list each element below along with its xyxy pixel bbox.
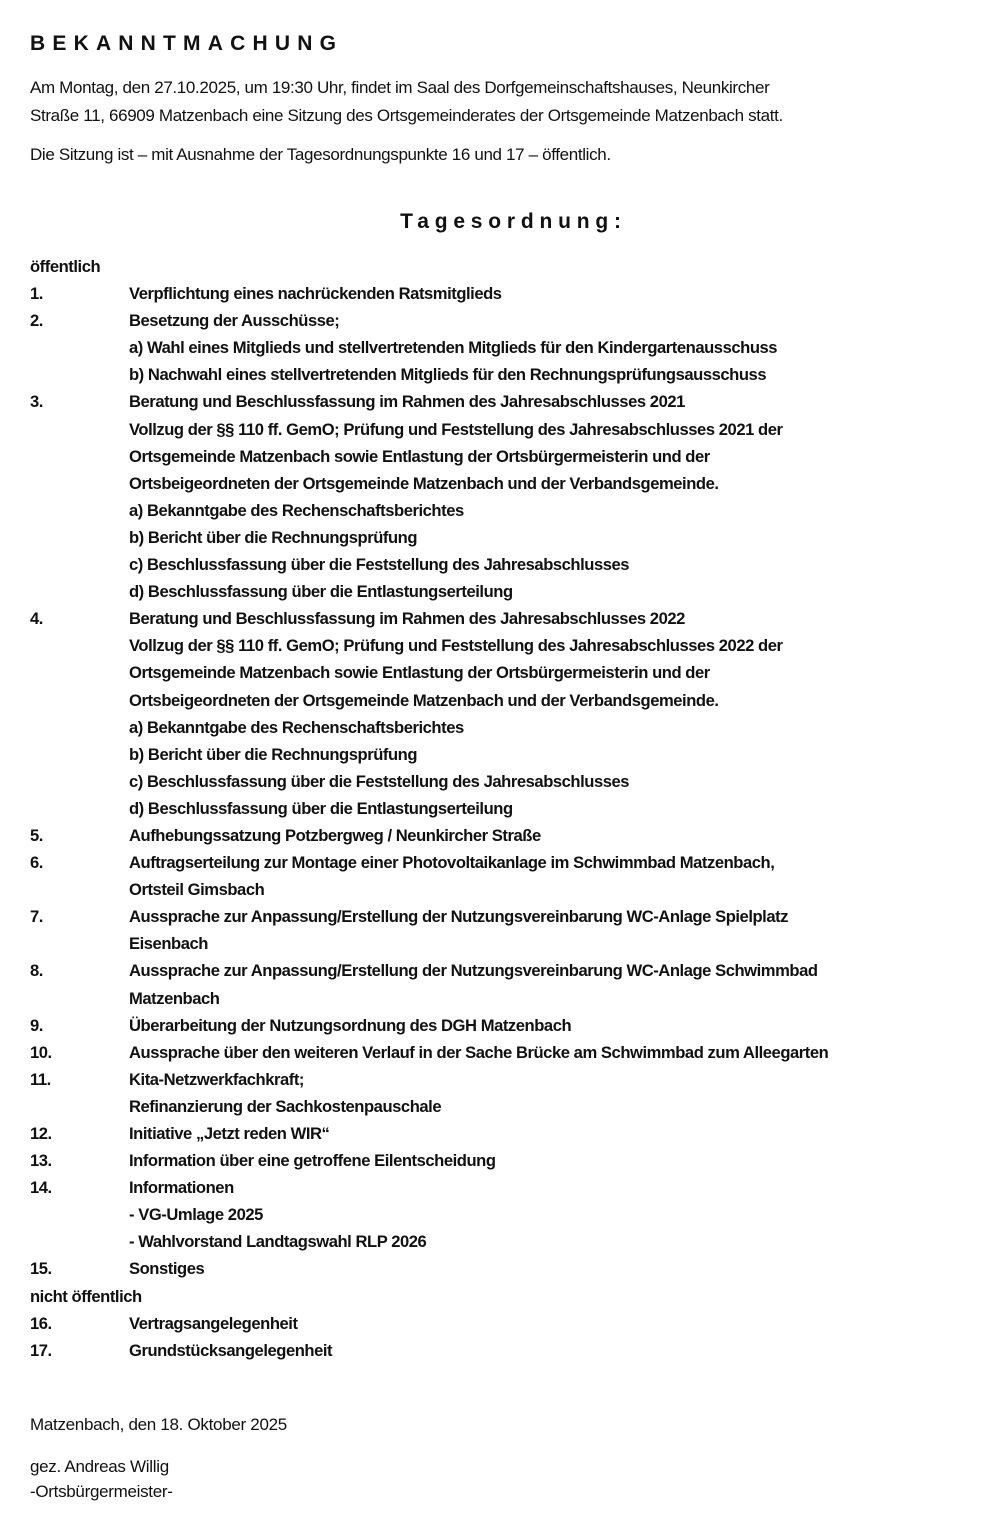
agenda-item-text: Information über eine getroffene Eilentscheidung <box>129 1151 496 1171</box>
agenda-item-text: Aussprache über den weiteren Verlauf in der Sache Brücke am Schwimmbad zum Alleegarten <box>129 1042 829 1062</box>
agenda-item <box>30 903 1005 957</box>
agenda-item-subline: b) Bericht über die Rechnungsprüfung <box>129 527 418 547</box>
agenda-item-text: Überarbeitung der Nutzungsordnung des DGH Matzenbach <box>129 1015 572 1035</box>
agenda-item-text: Initiative „Jetzt reden WIR“ <box>129 1124 330 1143</box>
place-date: Matzenbach, den 18. Oktober 2025 <box>30 1415 287 1434</box>
agenda-item-number: 7. <box>30 907 43 927</box>
signed-by: gez. Andreas Willig <box>30 1457 169 1476</box>
agenda-item-row <box>30 1120 1005 1147</box>
agenda-item-number: 4. <box>30 609 43 629</box>
agenda-item-text: Auftragserteilung zur Montage einer Photovoltaikanlage im Schwimmbad Matzenbach, <box>129 853 775 873</box>
agenda-item-subline: a) Bekanntgabe des Rechenschaftsberichtes <box>129 500 464 520</box>
agenda-item <box>30 849 1005 903</box>
agenda-item-text: Verpflichtung eines nachrückenden Ratsmitglieds <box>129 284 502 304</box>
agenda-item-row <box>30 1337 1005 1364</box>
agenda-item-row <box>30 1255 1005 1282</box>
agenda-item-number: 8. <box>30 961 43 981</box>
agenda-item-subline: a) Wahl eines Mitglieds und stellvertretenden Mitglieds für den Kindergartenausschuss <box>129 338 778 358</box>
agenda-item-number: 11. <box>30 1069 51 1089</box>
agenda-item-number: 2. <box>30 311 43 331</box>
agenda-item-row <box>30 849 1005 876</box>
agenda-item-subline: c) Beschlussfassung über die Feststellung des Jahresabschlusses <box>129 555 630 575</box>
intro-line: Am Montag, den 27.10.2025, um 19:30 Uhr, findet im Saal des Dorfgemeinschaftshauses, Neunkircher <box>30 78 770 97</box>
agenda-item-subline: Ortsgemeinde Matzenbach sowie Entlastung der Ortsbürgermeisterin und der <box>129 446 710 466</box>
agenda-item-subline: d) Beschlussfassung über die Entlastungserteilung <box>129 582 513 602</box>
agenda-item-number: 16. <box>30 1313 52 1333</box>
public-note: Die Sitzung ist – mit Ausnahme der Tagesordnungspunkte 16 und 17 – öffentlich. <box>30 145 611 164</box>
agenda-item-number: 14. <box>30 1178 52 1198</box>
agenda-item-text: Besetzung der Ausschüsse; <box>129 311 340 331</box>
agenda-item-row <box>30 1066 1005 1093</box>
agenda-item-subline: Matzenbach <box>129 988 220 1008</box>
agenda-list <box>30 253 1005 1364</box>
agenda-item-subline: Ortsgemeinde Matzenbach sowie Entlastung der Ortsbürgermeisterin und der <box>129 663 710 683</box>
agenda-item-text: Aussprache zur Anpassung/Erstellung der Nutzungsvereinbarung WC-Anlage Spielplatz <box>129 907 789 927</box>
agenda-item <box>30 307 1005 388</box>
agenda-item-subline: a) Bekanntgabe des Rechenschaftsberichtes <box>129 717 464 737</box>
agenda-item-text: Informationen <box>129 1178 234 1198</box>
agenda-item-text: Kita-Netzwerkfachkraft; <box>129 1069 304 1089</box>
agenda-item <box>30 1337 1005 1364</box>
agenda-item <box>30 1255 1005 1282</box>
agenda-item-row <box>30 822 1005 849</box>
agenda-item-row <box>30 388 1005 415</box>
agenda-item-subline: b) Bericht über die Rechnungsprüfung <box>129 744 418 764</box>
agenda-item <box>30 1039 1005 1066</box>
agenda-item-number: 9. <box>30 1015 43 1035</box>
agenda-item-subline: Refinanzierung der Sachkostenpauschale <box>129 1096 442 1116</box>
agenda-item-row <box>30 307 1005 334</box>
agenda-item-number: 1. <box>30 284 43 304</box>
section-label-public: öffentlich <box>30 257 101 276</box>
agenda-item-subline: - VG-Umlage 2025 <box>129 1205 263 1225</box>
agenda-item <box>30 1310 1005 1337</box>
agenda-item-row <box>30 1039 1005 1066</box>
agenda-item-number: 3. <box>30 392 43 412</box>
agenda-title: Tagesordnung: <box>400 210 627 233</box>
agenda-item <box>30 1066 1005 1120</box>
agenda-item-number: 15. <box>30 1259 52 1279</box>
agenda-item-number: 6. <box>30 853 43 873</box>
agenda-item-row <box>30 605 1005 632</box>
agenda-item-row <box>30 1012 1005 1039</box>
agenda-item-text: Aussprache zur Anpassung/Erstellung der Nutzungsvereinbarung WC-Anlage Schwimmbad <box>129 961 818 981</box>
agenda-item-text: Vertragsangelegenheit <box>129 1313 298 1333</box>
document-title: BEKANNTMACHUNG <box>30 32 344 55</box>
agenda-item-number: 5. <box>30 825 43 845</box>
agenda-item-text: Sonstiges <box>129 1259 205 1279</box>
agenda-item <box>30 1120 1005 1147</box>
agenda-item-number: 12. <box>30 1124 52 1143</box>
agenda-item-subline: Ortsbeigeordneten der Ortsgemeinde Matzenbach und der Verbandsgemeinde. <box>129 690 719 710</box>
agenda-item-row <box>30 1147 1005 1174</box>
section-label-nonpublic: nicht öffentlich <box>30 1286 142 1306</box>
agenda-item <box>30 822 1005 849</box>
agenda-item-text: Beratung und Beschlussfassung im Rahmen des Jahresabschlusses 2022 <box>129 609 685 629</box>
agenda-item-subline: c) Beschlussfassung über die Feststellung des Jahresabschlusses <box>129 771 630 791</box>
agenda-item-subline: d) Beschlussfassung über die Entlastungserteilung <box>129 798 513 818</box>
agenda-item-row <box>30 903 1005 930</box>
agenda-item-subline: Ortsbeigeordneten der Ortsgemeinde Matzenbach und der Verbandsgemeinde. <box>129 473 719 493</box>
agenda-item-subline: Vollzug der §§ 110 ff. GemO; Prüfung und Feststellung des Jahresabschlusses 2022 der <box>129 636 783 656</box>
agenda-item <box>30 1147 1005 1174</box>
signature-block <box>30 1454 173 1504</box>
agenda-item <box>30 1012 1005 1039</box>
agenda-item-subline: Eisenbach <box>129 934 208 954</box>
agenda-item-number: 17. <box>30 1340 52 1360</box>
intro-line: Straße 11, 66909 Matzenbach eine Sitzung des Ortsgemeinderates der Ortsgemeinde Matzenbach statt. <box>30 106 783 125</box>
agenda-item-row <box>30 1174 1005 1201</box>
signer-role: -Ortsbürgermeister- <box>30 1482 173 1501</box>
agenda-item-subline: Ortsteil Gimsbach <box>129 880 265 900</box>
agenda-item <box>30 957 1005 1011</box>
agenda-item-text: Aufhebungssatzung Potzbergweg / Neunkircher Straße <box>129 825 541 845</box>
agenda-item-subline: Vollzug der §§ 110 ff. GemO; Prüfung und Feststellung des Jahresabschlusses 2021 der <box>129 419 783 439</box>
agenda-item-text: Grundstücksangelegenheit <box>129 1340 333 1360</box>
agenda-item-text: Beratung und Beschlussfassung im Rahmen des Jahresabschlusses 2021 <box>129 392 685 412</box>
agenda-item-number: 13. <box>30 1151 52 1171</box>
agenda-item <box>30 280 1005 307</box>
agenda-item-subline: - Wahlvorstand Landtagswahl RLP 2026 <box>129 1232 427 1252</box>
agenda-item <box>30 1174 1005 1255</box>
intro-paragraph <box>30 74 990 130</box>
agenda-item-number: 10. <box>30 1042 52 1062</box>
agenda-item <box>30 388 1005 605</box>
agenda-item-row <box>30 957 1005 984</box>
agenda-item-row <box>30 1310 1005 1337</box>
agenda-item <box>30 605 1005 822</box>
agenda-item-row <box>30 280 1005 307</box>
agenda-item-subline: b) Nachwahl eines stellvertretenden Mitglieds für den Rechnungsprüfungsausschuss <box>129 365 767 385</box>
